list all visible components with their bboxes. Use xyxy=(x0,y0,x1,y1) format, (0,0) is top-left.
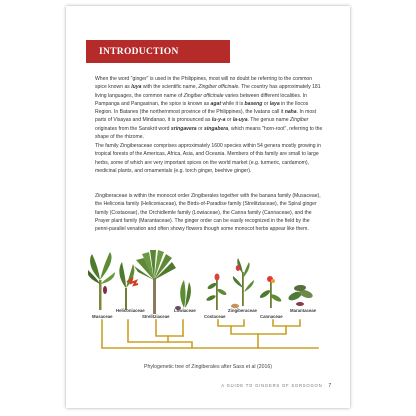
text-run: . The genus name xyxy=(247,117,290,124)
text-run: la-uya xyxy=(232,117,248,124)
text-run: . The country has approximately 181 living languages, the common name of xyxy=(95,84,321,99)
text-run: Zingiber xyxy=(289,117,309,124)
paragraph-1 xyxy=(95,75,323,141)
text-run: singabera xyxy=(204,125,229,132)
text-run: . In most parts of Visayas and Mindanao, it is pronounced as xyxy=(95,109,317,124)
text-run: agat xyxy=(210,100,222,107)
text-run: baseng xyxy=(244,100,263,107)
footer-book-title: A GUIDE TO GINGERS OF SORSOGON xyxy=(221,383,323,388)
label-marantaceae: Marantaceae xyxy=(290,308,317,313)
text-run: or xyxy=(196,125,205,132)
text-run: laya xyxy=(269,100,280,107)
text-run: with the scientific name, xyxy=(141,84,199,91)
label-heliconiaceae: Heliconiaceae xyxy=(116,308,145,313)
text-run: in the Ilocos Region. In Batanes (the northernmost province of the Philippines), the Ivatans call it xyxy=(95,100,309,116)
text-run: Zingiberaceae is within the monocot order Zingiberales together with the banana family (Musaceae), the Heliconia family (Heliconiaceae), the Birds-of-Paradise family (Strelitziaceae), the Spiral ginger family (Costaceae), the Orchidlemle family (Lowiaceae), the Canna family (Cannaceae), and the Prayer plant family (Marantaceae). The ginger order can be easily recognized in the field by the penni-parallel venation and often showy flowers though some monocot herbs appear like them. xyxy=(95,193,321,233)
figure-caption: Phylogenetic tree of Zingiberales after Sass et al (2016) xyxy=(143,364,273,370)
text-run: sringavera xyxy=(170,125,197,132)
zingiberaceae-plant-illustration xyxy=(231,258,254,308)
text-run: while it is xyxy=(221,100,245,107)
label-strelitziaceae: Strelitziaceae xyxy=(142,314,170,319)
text-run: Zingiber officinale xyxy=(198,84,239,91)
strelitziaceae-plant-illustration xyxy=(134,250,176,314)
costaceae-plant-illustration xyxy=(206,274,228,311)
musaceae-plant-illustration xyxy=(88,252,115,310)
text-run: When the word "ginger" is used in the Philippines, most will no doubt be referring to the common spice known as xyxy=(95,76,313,91)
heliconiaceae-plant-illustration xyxy=(119,262,138,310)
label-cannaceae: Cannaceae xyxy=(260,314,283,319)
label-lowiaceae: Lowiaceae xyxy=(174,308,196,313)
text-run: naha xyxy=(284,109,297,116)
page-footer xyxy=(221,383,332,389)
section-heading-banner xyxy=(86,40,230,63)
label-zingiberaceae: Zingiberaceae xyxy=(228,308,257,313)
cannaceae-plant-illustration xyxy=(259,276,283,308)
text-run: originates from the Sanskrit word xyxy=(95,125,171,132)
text-run: , which means "horn-root", referring to the shape of the rhizome. xyxy=(95,125,323,141)
paragraph-3 xyxy=(95,192,323,233)
page-number: 7 xyxy=(328,383,332,389)
marantaceae-plant-illustration xyxy=(287,284,314,306)
text-run: lu-y-a xyxy=(211,117,226,124)
lowiaceae-plant-illustration xyxy=(175,280,191,310)
book-page xyxy=(66,6,350,408)
text-run: or xyxy=(262,100,270,107)
label-musaceae: Musaceae xyxy=(92,314,113,319)
text-run: Zingiber officinale xyxy=(183,92,224,99)
paragraph-2 xyxy=(95,142,323,175)
tree-branches xyxy=(102,320,318,348)
text-run: The family Zingiberaceae comprises approximately 1600 species within 54 genera mostly growing in tropical forests of the Americas, Africa, Asia, and Oceania. Members of this family are small to large herbs, some of which are very important spices on the world market (e.g. turmeric, cardamom), medicinal plants, and ornamentals (e.g. torch ginger, beehive ginger). xyxy=(95,143,321,174)
section-heading: INTRODUCTION xyxy=(99,46,179,57)
phylogenetic-tree-figure xyxy=(88,250,332,358)
text-run: or xyxy=(225,117,233,124)
label-costaceae: Costaceae xyxy=(204,314,226,319)
text-run: varies between different localities. In Pampanga and Pangasinan, the spice is known as xyxy=(95,92,307,107)
text-run: luya xyxy=(131,84,142,91)
